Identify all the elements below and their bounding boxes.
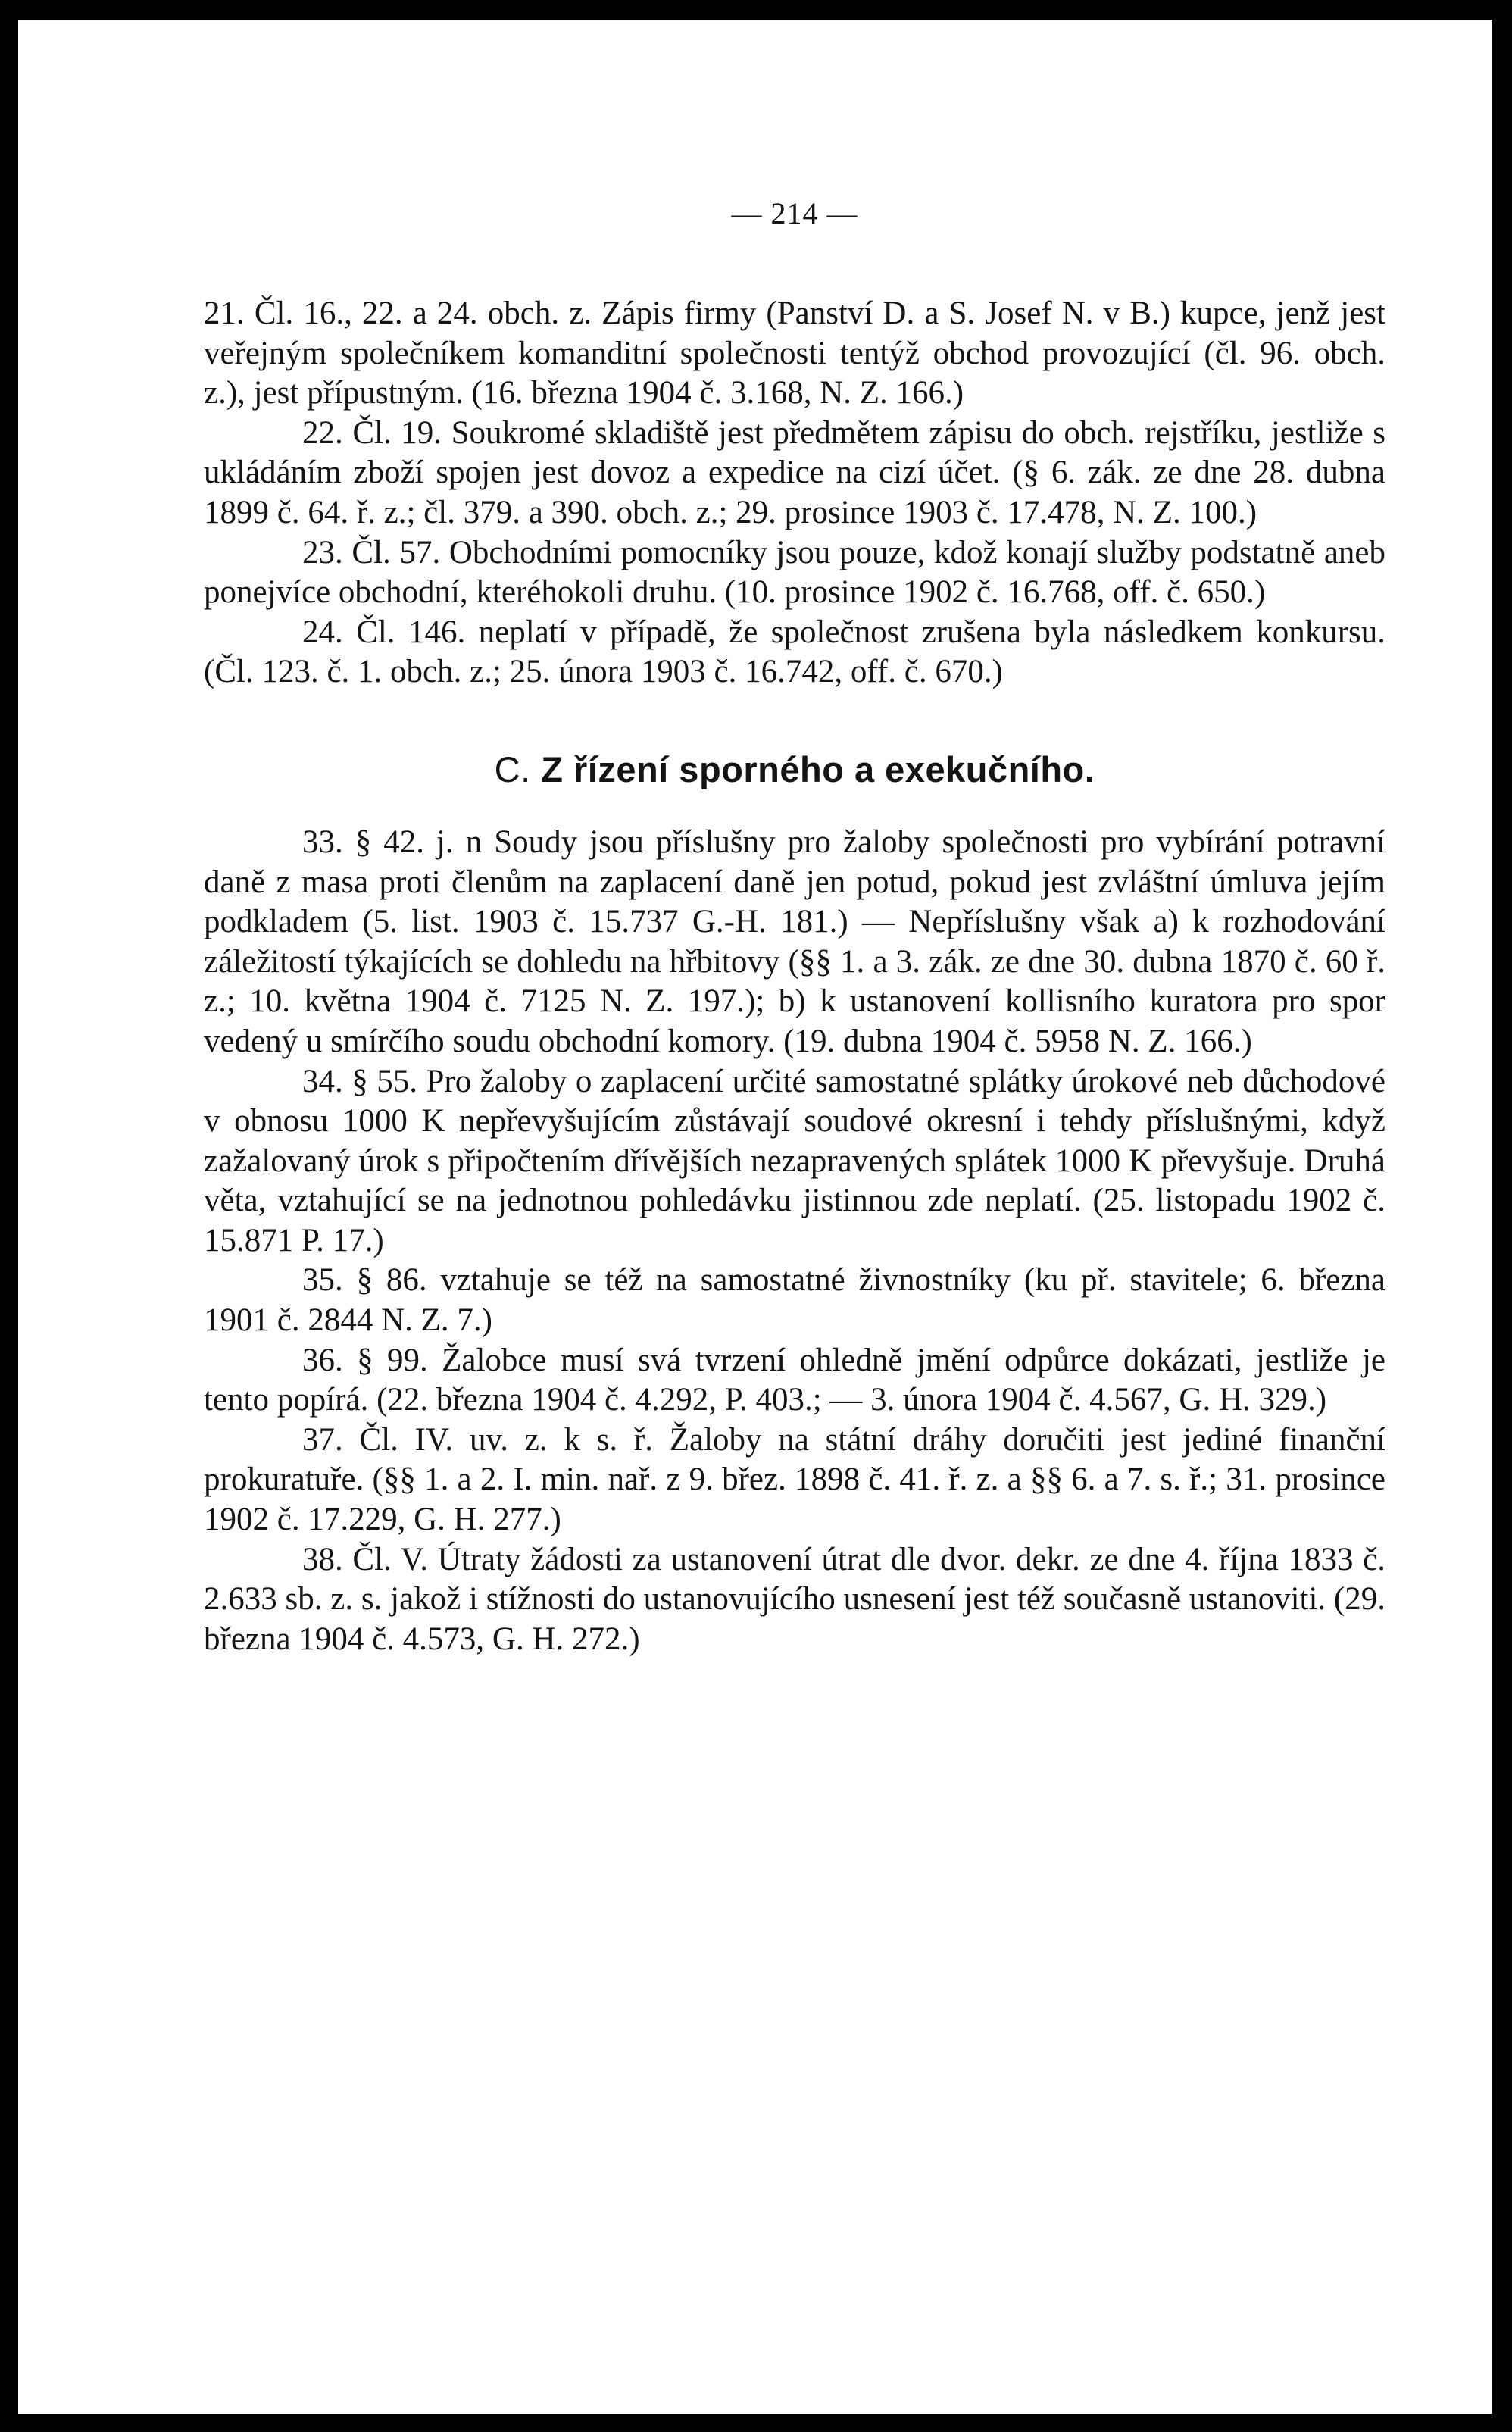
section-heading [204, 747, 1385, 792]
paragraph-37: 37. Čl. IV. uv. z. k s. ř. Žaloby na státní dráhy doručiti jest jediné finanční prokuratuře. (§§ 1. a 2. I. min. nař. z 9. břez. 1898 č. 41. ř. z. a §§ 6. a 7. s. ř.; 31. prosince 1902 č. 17.229, G. H. 277.) [204, 1421, 1385, 1538]
scanned-page [18, 20, 1492, 2414]
section-prefix: C. [494, 749, 531, 789]
page-content [204, 194, 1385, 1659]
paragraph-33: 33. § 42. j. n Soudy jsou příslušny pro žaloby společnosti pro vybírání potravní daně z masa proti členům na zaplacení daně jen potud, pokud jest zvláštní úmluva jejím podkladem (5. list. 1903 č. 15.737 G.-H. 181.) — Nepříslušny však a) k rozhodování záležitostí týkajících se dohledu na hřbitovy (§§ 1. a 3. zák. ze dne 30. dubna 1870 č. 60 ř. z.; 10. května 1904 č. 7125 N. Z. 197.); b) k ustanovení kollisního kuratora pro spor vedený u smírčího soudu obchodní komory. (19. dubna 1904 č. 5958 N. Z. 166.) [204, 824, 1385, 1059]
paragraph-35: 35. § 86. vztahuje se též na samostatné živnostníky (ku př. stavitele; 6. března 1901 č. 2844 N. Z. 7.) [204, 1262, 1385, 1339]
section-title: Z řízení sporného a exekučního. [541, 749, 1095, 789]
paragraph-22: 22. Čl. 19. Soukromé skladiště jest předmětem zápisu do obch. rejstříku, jestliže s ukládáním zboží spojen jest dovoz a expedice na cizí účet. (§ 6. zák. ze dne 28. dubna 1899 č. 64. ř. z.; čl. 379. a 390. obch. z.; 29. prosince 1903 č. 17.478, N. Z. 100.) [204, 414, 1385, 530]
paragraph-23: 23. Čl. 57. Obchodními pomocníky jsou pouze, kdož konají služby podstatně aneb ponejvíce obchodní, kteréhokoli druhu. (10. prosince 1902 č. 16.768, off. č. 650.) [204, 534, 1385, 611]
paragraph-36: 36. § 99. Žalobce musí svá tvrzení ohledně jmění odpůrce dokázati, jestliže je tento popírá. (22. března 1904 č. 4.292, P. 403.; — 3. února 1904 č. 4.567, G. H. 329.) [204, 1342, 1385, 1418]
paragraph-38: 38. Čl. V. Útraty žádosti za ustanovení útrat dle dvor. dekr. ze dne 4. října 1833 č. 2.633 sb. z. s. jakož i stížnosti do ustanovujícího usnesení jest též současně ustanoviti. (29. března 1904 č. 4.573, G. H. 272.) [204, 1541, 1385, 1657]
paragraph-34: 34. § 55. Pro žaloby o zaplacení určité samostatné splátky úrokové neb důchodové v obnosu 1000 K nepřevyšujícím zůstávají soudové okresní i tehdy příslušnými, když zažalovaný úrok s připočtením dřívějších nezapravených splátek 1000 K převyšuje. Druhá věta, vztahující se na jednotnou pohledávku jistinnou zde neplatí. (25. listopadu 1902 č. 15.871 P. 17.) [204, 1063, 1385, 1258]
page-number: — 214 — [731, 196, 858, 230]
paragraph-21: 21. Čl. 16., 22. a 24. obch. z. Zápis firmy (Panství D. a S. Josef N. v B.) kupce, jenž jest veřejným společníkem komanditní společnosti tentýž obchod provozující (čl. 96. obch. z.), jest přípustným. (16. března 1904 č. 3.168, N. Z. 166.) [204, 295, 1385, 411]
paragraph-24: 24. Čl. 146. neplatí v případě, že společnost zrušena byla následkem konkursu. (Čl. 123. č. 1. obch. z.; 25. února 1903 č. 16.742, off. č. 670.) [204, 614, 1385, 690]
